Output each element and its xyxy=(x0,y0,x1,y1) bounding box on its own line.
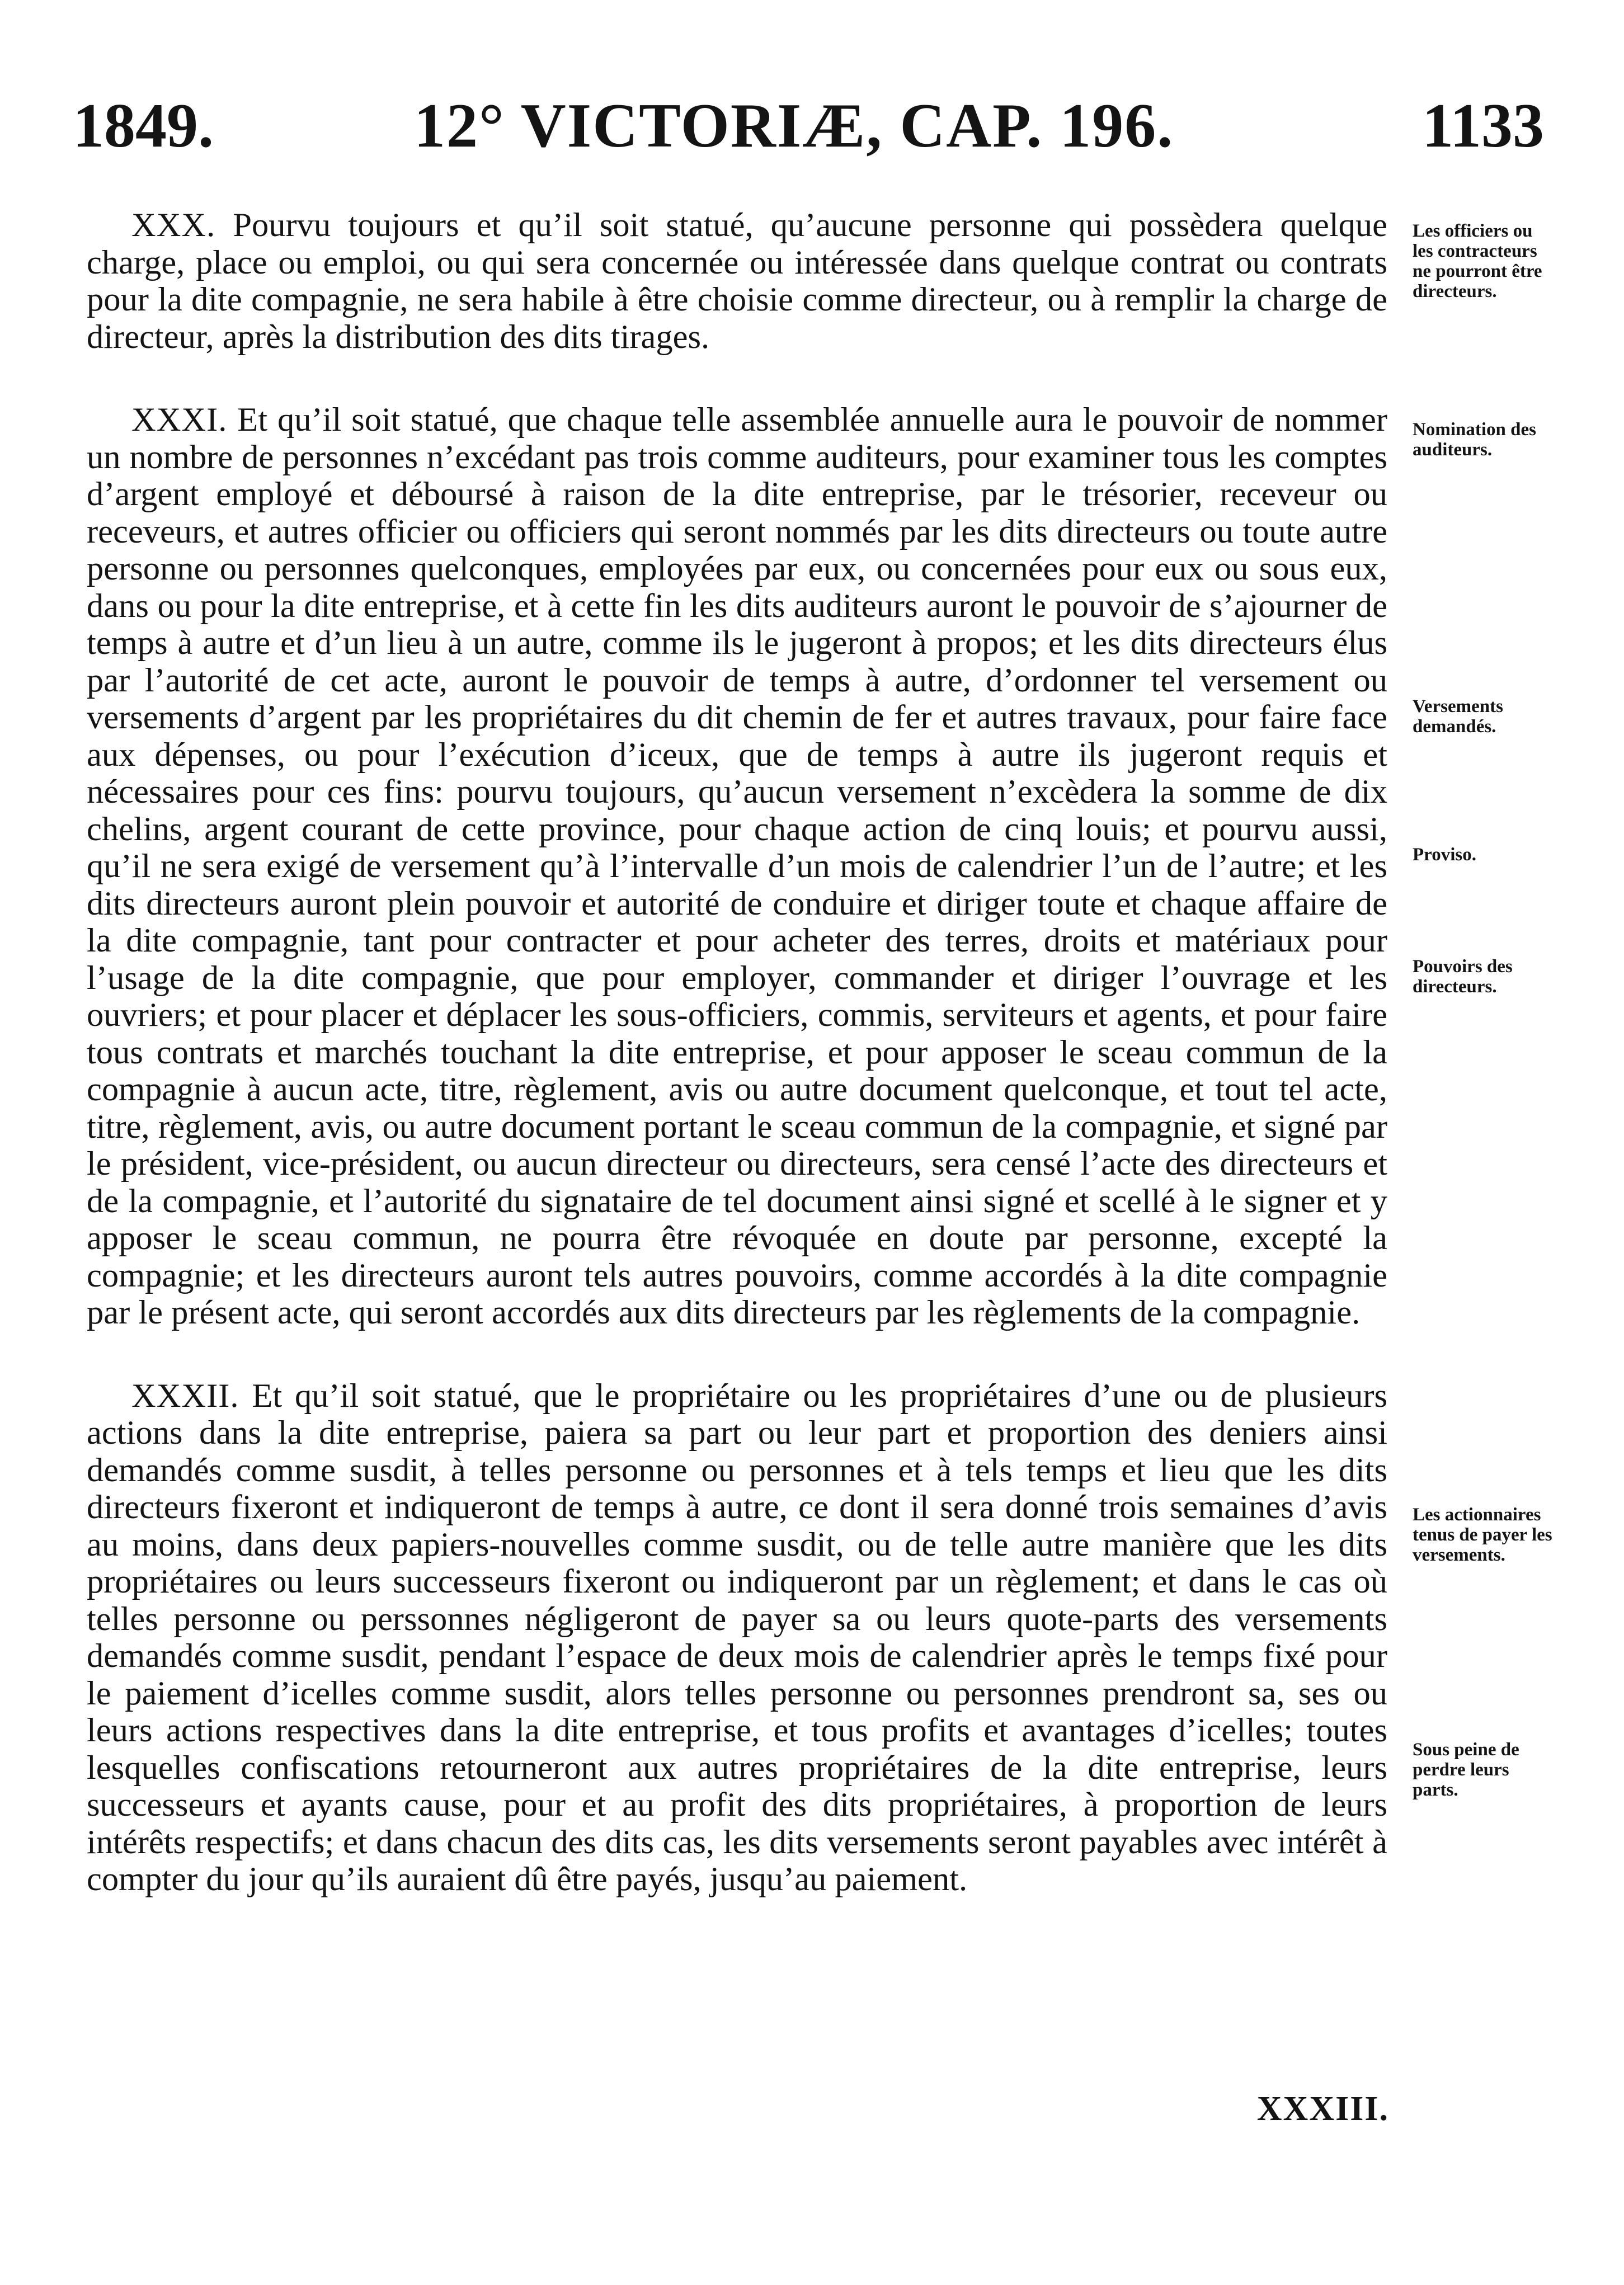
statute-body xyxy=(87,207,1387,1898)
section-number: XXX. xyxy=(131,206,216,244)
margin-note-auditors: Nomination des auditeurs. xyxy=(1413,420,1536,460)
margin-note-officers: Les officiers ou les contracteurs ne pourront être directeurs. xyxy=(1413,221,1542,301)
section-text: Pourvu toujours et qu’il soit statué, qu’aucune personne qui possèdera quelque charge, place ou emploi, ou qui sera concernée ou intéressée dans quelque contrat ou contrats pour la dite compagnie, ne sera habile à être choisie comme directeur, ou à remplir la charge de directeur, après la distribution des dits tirages. xyxy=(87,206,1388,356)
margin-note-actionnaires: Les actionnaires tenus de payer les versements. xyxy=(1413,1505,1552,1565)
running-header xyxy=(73,92,1544,159)
catchword: XXXIII. xyxy=(1256,2090,1389,2128)
margin-note-pouvoirs: Pouvoirs des directeurs. xyxy=(1413,957,1513,997)
section-text: Et qu’il soit statué, que le propriétaire ou les propriétaires d’une ou de plusieurs actions dans la dite entreprise, paiera sa part ou leur part et proportion des deniers ainsi demandés comme susdit, à telles personne ou personnes et à tels temps et lieu que les dits directeurs fixeront et indiqueront de temps à autre, ce dont il sera donné trois semaines d’avis au moins, dans deux papiers-nouvelles comme susdit, ou de telle autre manière que les dits propriétaires ou leurs successeurs fixeront ou indiqueront par un règlement; et dans le cas où telles personne ou perssonnes négligeront de payer sa ou leurs quote-parts des versements demandés comme susdit, pendant l’espace de deux mois de calendrier après le temps fixé pour le paiement d’icelles comme susdit, alors telles personne ou personnes prendront sa, ses ou leurs actions respectives dans la dite entreprise, et tous profits et avantages d’icelles; toutes lesquelles confiscations retourneront aux autres propriétaires de la dite entreprise, leurs successeurs et ayants cause, pour et au profit des dits propriétaires, à proportion de leurs intérêts respectifs; et dans chacun des dits cas, les dits versements seront payables avec intérêt à compter du jour qu’ils auraient dû être payés, jusqu’au paiement. xyxy=(87,1377,1388,1898)
section-text: Et qu’il soit statué, que chaque telle assemblée annuelle aura le pouvoir de nommer un nombre de personnes n’excédant pas trois comme auditeurs, pour examiner tous les comptes d’argent employé et déboursé à raison de la dite entreprise, par le trésorier, receveur ou receveurs, et autres officier ou officiers qui seront nommés par les dits directeurs ou toute autre personne ou personnes quelconques, employées par eux, ou concernées pour eux ou sous eux, dans ou pour la dite entreprise, et à cette fin les dits auditeurs auront le pouvoir de s’ajourner de temps à autre et d’un lieu à un autre, comme ils le jugeront à propos; et les dits directeurs élus par l’autorité de cet acte, auront le pouvoir de temps à autre, d’ordonner tel versement ou versements d’argent par les propriétaires du dit chemin de fer et autres travaux, pour faire face aux dépenses, ou pour l’exécution d’iceux, que de temps à autre ils jugeront requis et nécessaires pour ces fins: pourvu toujours, qu’aucun versement n’excèdera la somme de dix chelins, argent courant de cette province, pour chaque action de cinq louis; et pourvu aussi, qu’il ne sera exigé de versement qu’à l’intervalle d’un mois de calendrier l’un de l’autre; et les dits directeurs auront plein pouvoir et autorité de conduire et diriger toute et chaque affaire de la dite compagnie, tant pour contracter et pour acheter des terres, droits et matériaux pour l’usage de la dite compagnie, que pour employer, commander et diriger l’ouvrage et les ouvriers; et pour placer et déplacer les sous-officiers, commis, serviteurs et agents, et pour faire tous contrats et marchés touchant la dite entreprise, et pour apposer le sceau commun de la compagnie à aucun acte, titre, règlement, avis ou autre document quelconque, et tout tel acte, titre, règlement, avis, ou autre document portant le sceau commun de la compagnie, et signé par le président, vice-président, ou aucun directeur ou directeurs, sera censé l’acte des directeurs et de la compagnie, et l’autorité du signataire de tel document ainsi signé et scellé à le signer et y apposer le sceau commun, ne pourra être révoquée en doute par personne, excepté la compagnie; et les directeurs auront tels autres pouvoirs, comme accordés à la dite compagnie par le présent acte, qui seront accordés aux dits directeurs par les règlements de la compagnie. xyxy=(87,401,1388,1331)
margin-note-peine: Sous peine de perdre leurs parts. xyxy=(1413,1740,1519,1800)
header-title: 12° VICTORIÆ, CAP. 196. xyxy=(414,91,1174,161)
section-number: XXXII. xyxy=(131,1377,239,1415)
section-xxxii xyxy=(87,1378,1387,1898)
section-xxxi xyxy=(87,402,1387,1332)
header-year: 1849. xyxy=(73,91,214,161)
margin-note-versements: Versements demandés. xyxy=(1413,696,1503,737)
margin-note-proviso: Proviso. xyxy=(1413,845,1476,865)
section-number: XXXI. xyxy=(131,401,228,439)
page-number: 1133 xyxy=(1422,91,1544,161)
section-xxx xyxy=(87,207,1387,356)
